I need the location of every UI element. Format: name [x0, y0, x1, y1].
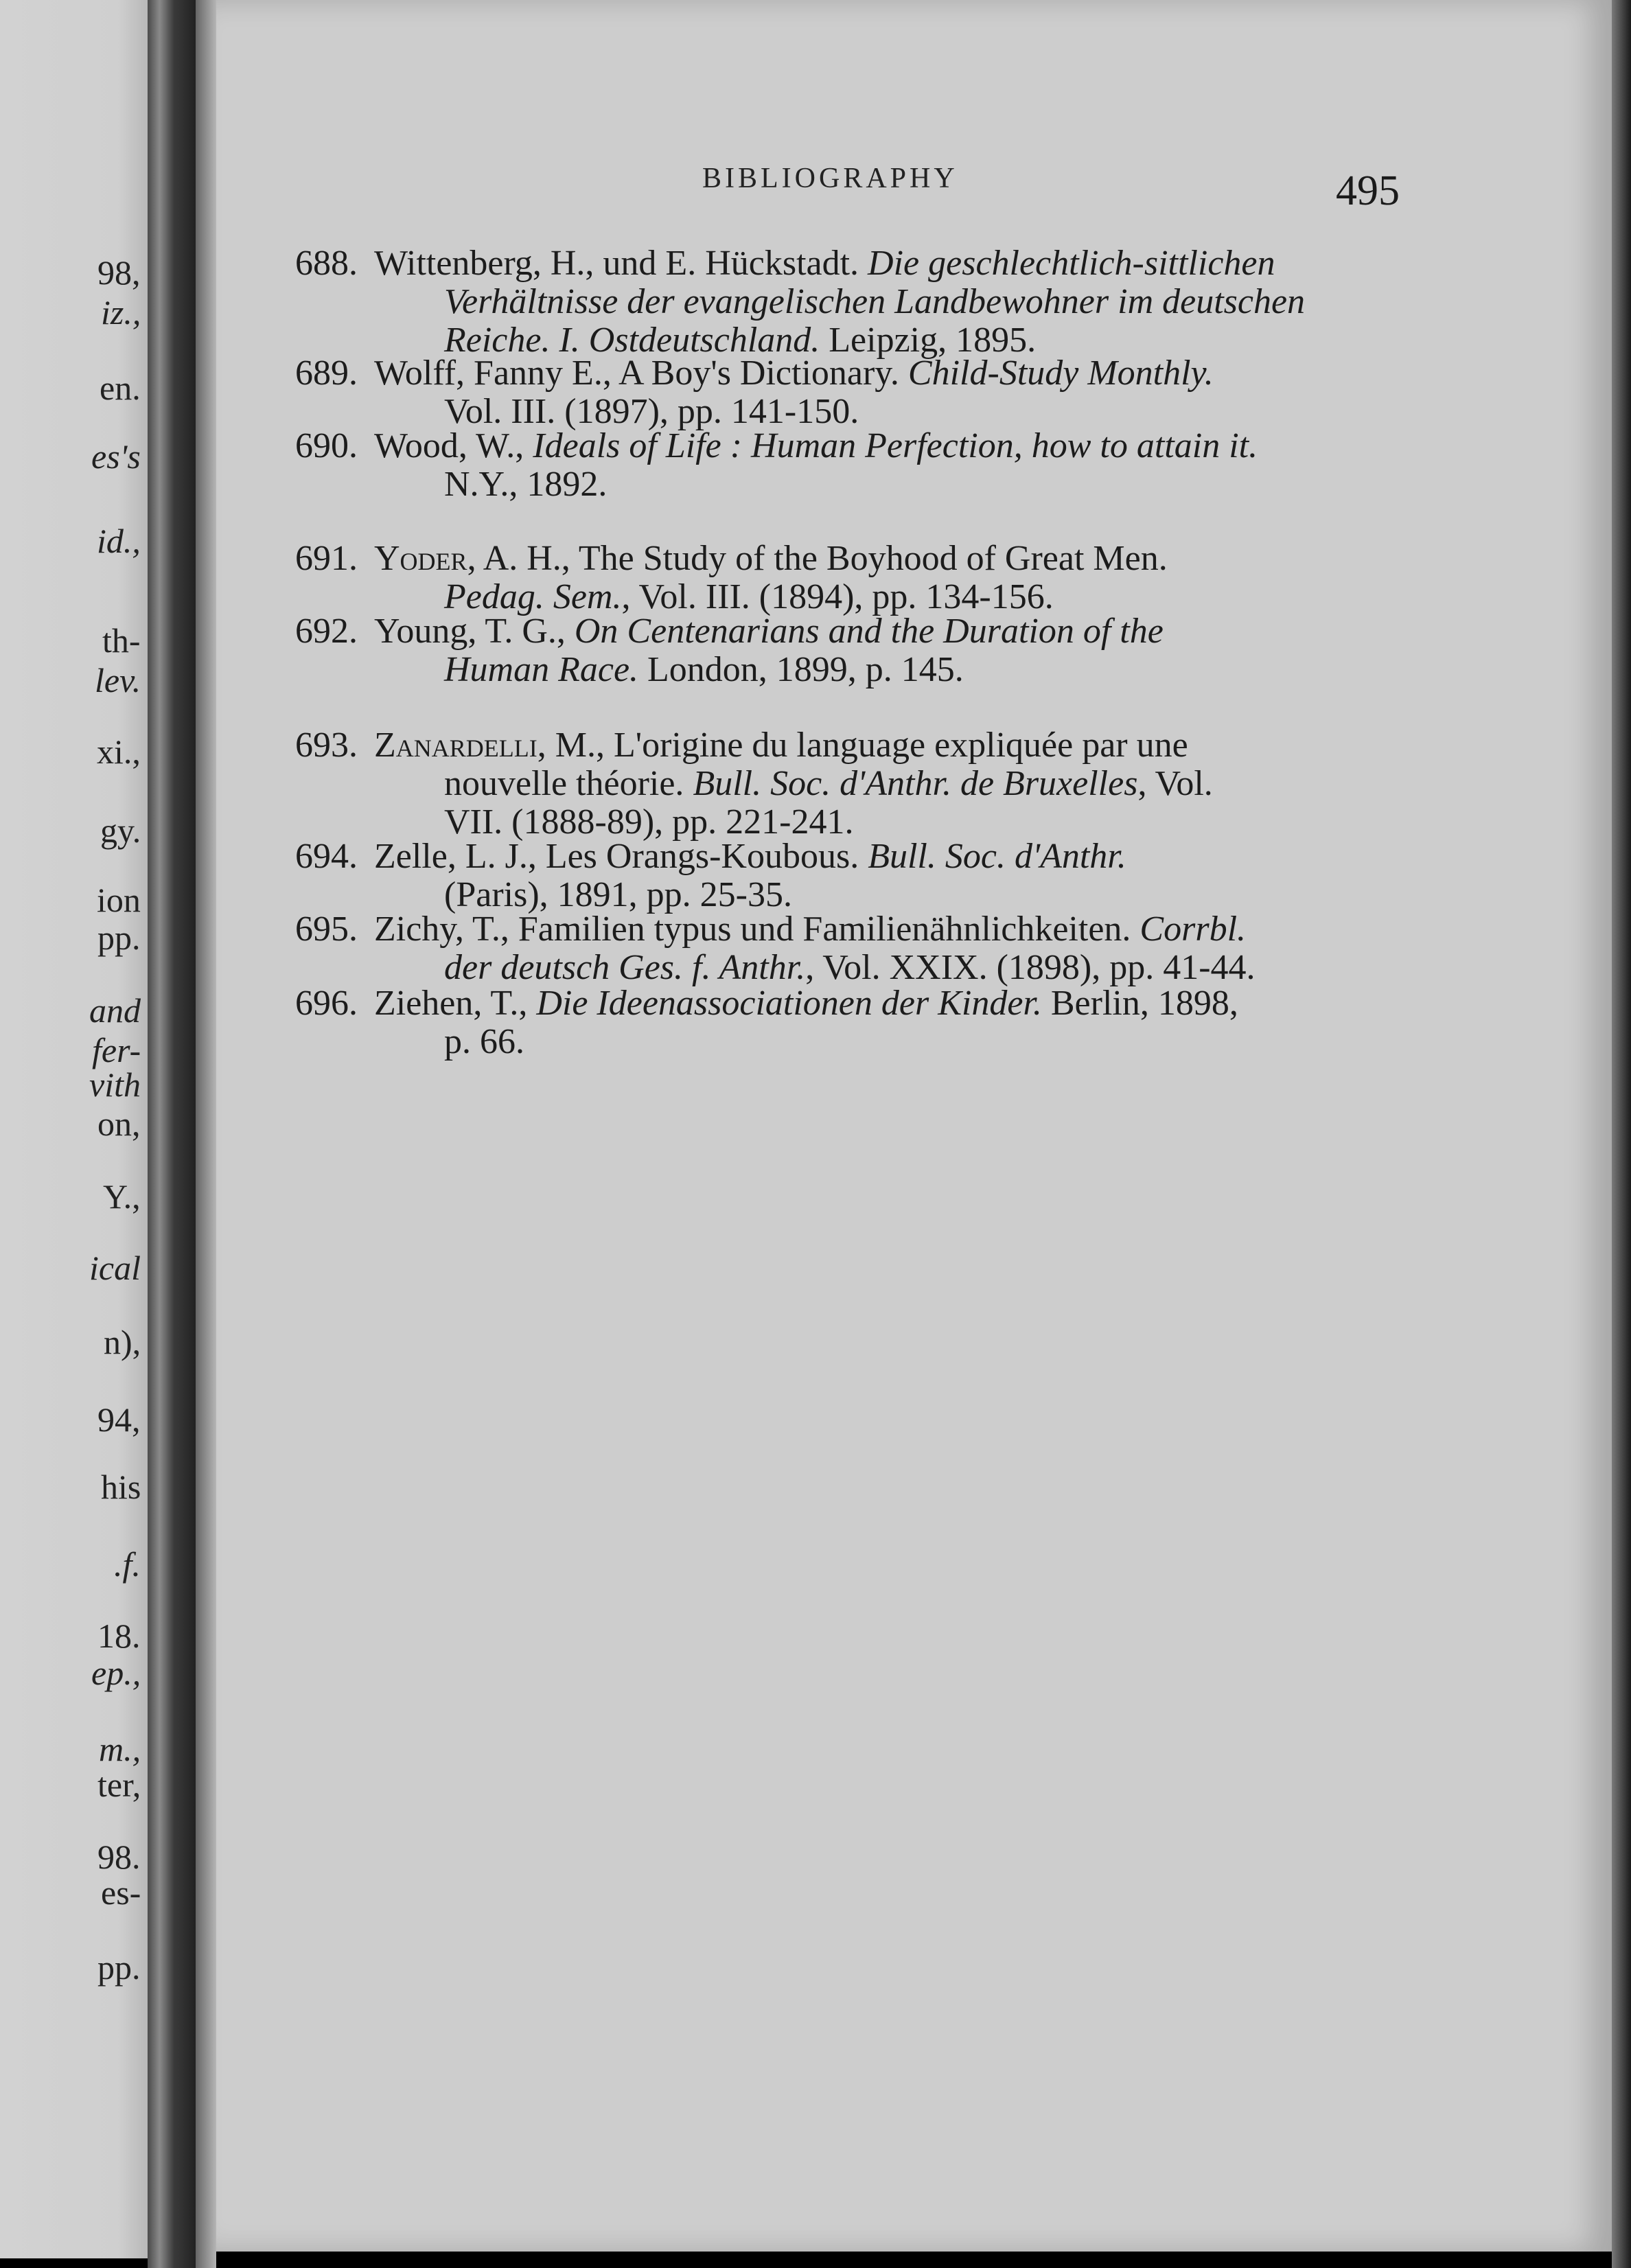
- entry-text: Leipzig, 1895.: [820, 321, 1037, 360]
- entry-line: [295, 949, 1393, 987]
- entry-line: [295, 837, 1393, 876]
- previous-page-text-fragment: es-: [101, 1873, 141, 1912]
- previous-page-text-fragment: vith: [89, 1065, 141, 1104]
- entry-italic-text: Verhältnisse der evangelischen Landbewohner im deutschen: [444, 282, 1306, 321]
- entry-text: nouvelle théorie.: [444, 764, 693, 803]
- entry-italic-text: der deutsch Ges. f. Anthr.: [444, 948, 806, 987]
- entry-italic-text: Bull. Soc. d'Anthr.: [868, 837, 1126, 876]
- entry-number: 691.: [295, 539, 358, 578]
- entry-line: [295, 803, 1393, 842]
- bibliography-entry: [295, 540, 1393, 616]
- page-gutter: [196, 0, 216, 2268]
- entry-line: [295, 540, 1393, 578]
- previous-page-text-fragment: pp.: [97, 1948, 141, 1987]
- entry-number: 692.: [295, 612, 358, 651]
- entry-line: [295, 612, 1393, 651]
- entry-line: [295, 393, 1393, 431]
- entry-number: 693.: [295, 726, 358, 765]
- entry-italic-text: Die Ideenassociationen der Kinder.: [536, 984, 1042, 1023]
- previous-page-text-fragment: his: [101, 1468, 141, 1506]
- previous-page-text-fragment: .f.: [114, 1545, 141, 1584]
- entry-italic-text: Corrbl.: [1140, 910, 1247, 949]
- entry-text: Wittenberg, H., und E. Hückstadt.: [374, 244, 868, 283]
- previous-page-text-fragment: 94,: [97, 1400, 141, 1439]
- previous-page-text-fragment: ical: [89, 1249, 141, 1287]
- previous-page-text-fragment: es's: [91, 437, 141, 476]
- bibliography-entry: [295, 726, 1393, 842]
- bibliography-entry: [295, 612, 1393, 689]
- entry-line: [295, 244, 1393, 283]
- bibliography-entry: [295, 984, 1393, 1061]
- entry-italic-text: On Centenarians and the Duration of the: [574, 612, 1164, 651]
- entry-number: 696.: [295, 984, 358, 1023]
- bibliography-entry: [295, 354, 1393, 431]
- bibliography-entry: [295, 427, 1393, 504]
- entry-line: [295, 465, 1393, 504]
- entry-italic-text: Human Race.: [444, 650, 639, 689]
- entry-text: Zanardelli: [374, 726, 537, 765]
- entry-text: London, 1899, p. 145.: [638, 650, 964, 689]
- entry-text: Wood, W.,: [374, 426, 533, 465]
- entry-line: [295, 578, 1393, 616]
- entry-number: 688.: [295, 244, 358, 283]
- entry-text: , Vol.: [1137, 764, 1213, 803]
- running-header: BIBLIOGRAPHY: [702, 163, 958, 194]
- entry-text: p. 66.: [444, 1022, 524, 1061]
- entry-line: [295, 984, 1393, 1023]
- entry-text: (Paris), 1891, pp. 25-35.: [444, 875, 792, 914]
- bibliography-entry: [295, 910, 1393, 987]
- previous-page-text-fragment: lev.: [95, 661, 141, 699]
- entry-text: VII. (1888-89), pp. 221-241.: [444, 802, 854, 842]
- previous-page-text-fragment: 18.: [97, 1617, 141, 1655]
- previous-page-text-fragment: xi.,: [97, 732, 141, 771]
- entry-text: , Vol. III. (1894), pp. 134-156.: [621, 577, 1054, 616]
- entry-line: [295, 283, 1393, 321]
- previous-page-text-fragment: m.,: [99, 1730, 141, 1768]
- previous-page-text-fragment: 98.: [97, 1838, 141, 1876]
- previous-page-text-fragment: pp.: [97, 918, 141, 957]
- previous-page-edge: [0, 0, 148, 2258]
- entry-text: Yoder: [374, 539, 467, 578]
- entry-text: Vol. III. (1897), pp. 141-150.: [444, 392, 859, 431]
- bibliography-entry: [295, 244, 1393, 360]
- entry-italic-text: Reiche. I. Ostdeutschland.: [444, 321, 820, 360]
- previous-page-text-fragment: th-: [102, 621, 141, 660]
- page-number: 495: [1336, 167, 1400, 214]
- entry-number: 689.: [295, 354, 358, 393]
- entry-text: N.Y., 1892.: [444, 465, 608, 504]
- entry-line: [295, 354, 1393, 393]
- entry-text: Zelle, L. J., Les Orangs-Koubous.: [374, 837, 868, 876]
- bibliography-entry: [295, 837, 1393, 914]
- entry-line: [295, 1023, 1393, 1061]
- entry-line: [295, 910, 1393, 949]
- entry-number: 695.: [295, 910, 358, 949]
- entry-text: Zichy, T., Familien typus und Familienähnlichkeiten.: [374, 910, 1140, 949]
- previous-page-text-fragment: en.: [100, 369, 141, 407]
- entry-number: 690.: [295, 426, 358, 465]
- book-spine: [148, 0, 196, 2268]
- entry-line: [295, 876, 1393, 914]
- previous-page-text-fragment: id.,: [97, 522, 141, 560]
- entry-line: [295, 427, 1393, 465]
- entry-italic-text: Bull. Soc. d'Anthr. de Bruxelles: [693, 764, 1138, 803]
- previous-page-text-fragment: on,: [97, 1104, 141, 1143]
- previous-page-text-fragment: ion: [97, 881, 141, 919]
- entry-text: Berlin, 1898,: [1041, 984, 1238, 1023]
- entry-text: , Vol. XXIX. (1898), pp. 41-44.: [805, 948, 1256, 987]
- entry-line: [295, 651, 1393, 689]
- previous-page-text-fragment: gy.: [100, 811, 141, 850]
- entry-text: Young, T. G.,: [374, 612, 575, 651]
- previous-page-text-fragment: ep.,: [91, 1654, 141, 1692]
- entry-italic-text: Child-Study Monthly.: [907, 354, 1214, 393]
- entry-italic-text: Ideals of Life : Human Perfection, how to attain it.: [533, 426, 1258, 465]
- entry-line: [295, 726, 1393, 765]
- entry-text: Ziehen, T.,: [374, 984, 537, 1023]
- previous-page-text-fragment: iz.,: [101, 293, 141, 332]
- page-right-edge: [1612, 0, 1631, 2268]
- entry-text: , A. H., The Study of the Boyhood of Great Men.: [467, 539, 1168, 578]
- entry-italic-text: Die geschlechtlich-sittlichen: [868, 244, 1275, 283]
- entry-line: [295, 765, 1393, 803]
- previous-page-text-fragment: and: [89, 991, 141, 1030]
- previous-page-text-fragment: Y.,: [103, 1177, 141, 1216]
- entry-number: 694.: [295, 837, 358, 876]
- previous-page-text-fragment: fer-: [92, 1031, 141, 1069]
- entry-text: , M., L'origine du language expliquée par une: [537, 726, 1188, 765]
- previous-page-text-fragment: 98,: [97, 253, 141, 292]
- previous-page-text-fragment: n),: [104, 1323, 141, 1361]
- entry-italic-text: Pedag. Sem.: [444, 577, 622, 616]
- entry-text: Wolff, Fanny E., A Boy's Dictionary.: [374, 354, 908, 393]
- previous-page-text-fragment: ter,: [97, 1766, 141, 1804]
